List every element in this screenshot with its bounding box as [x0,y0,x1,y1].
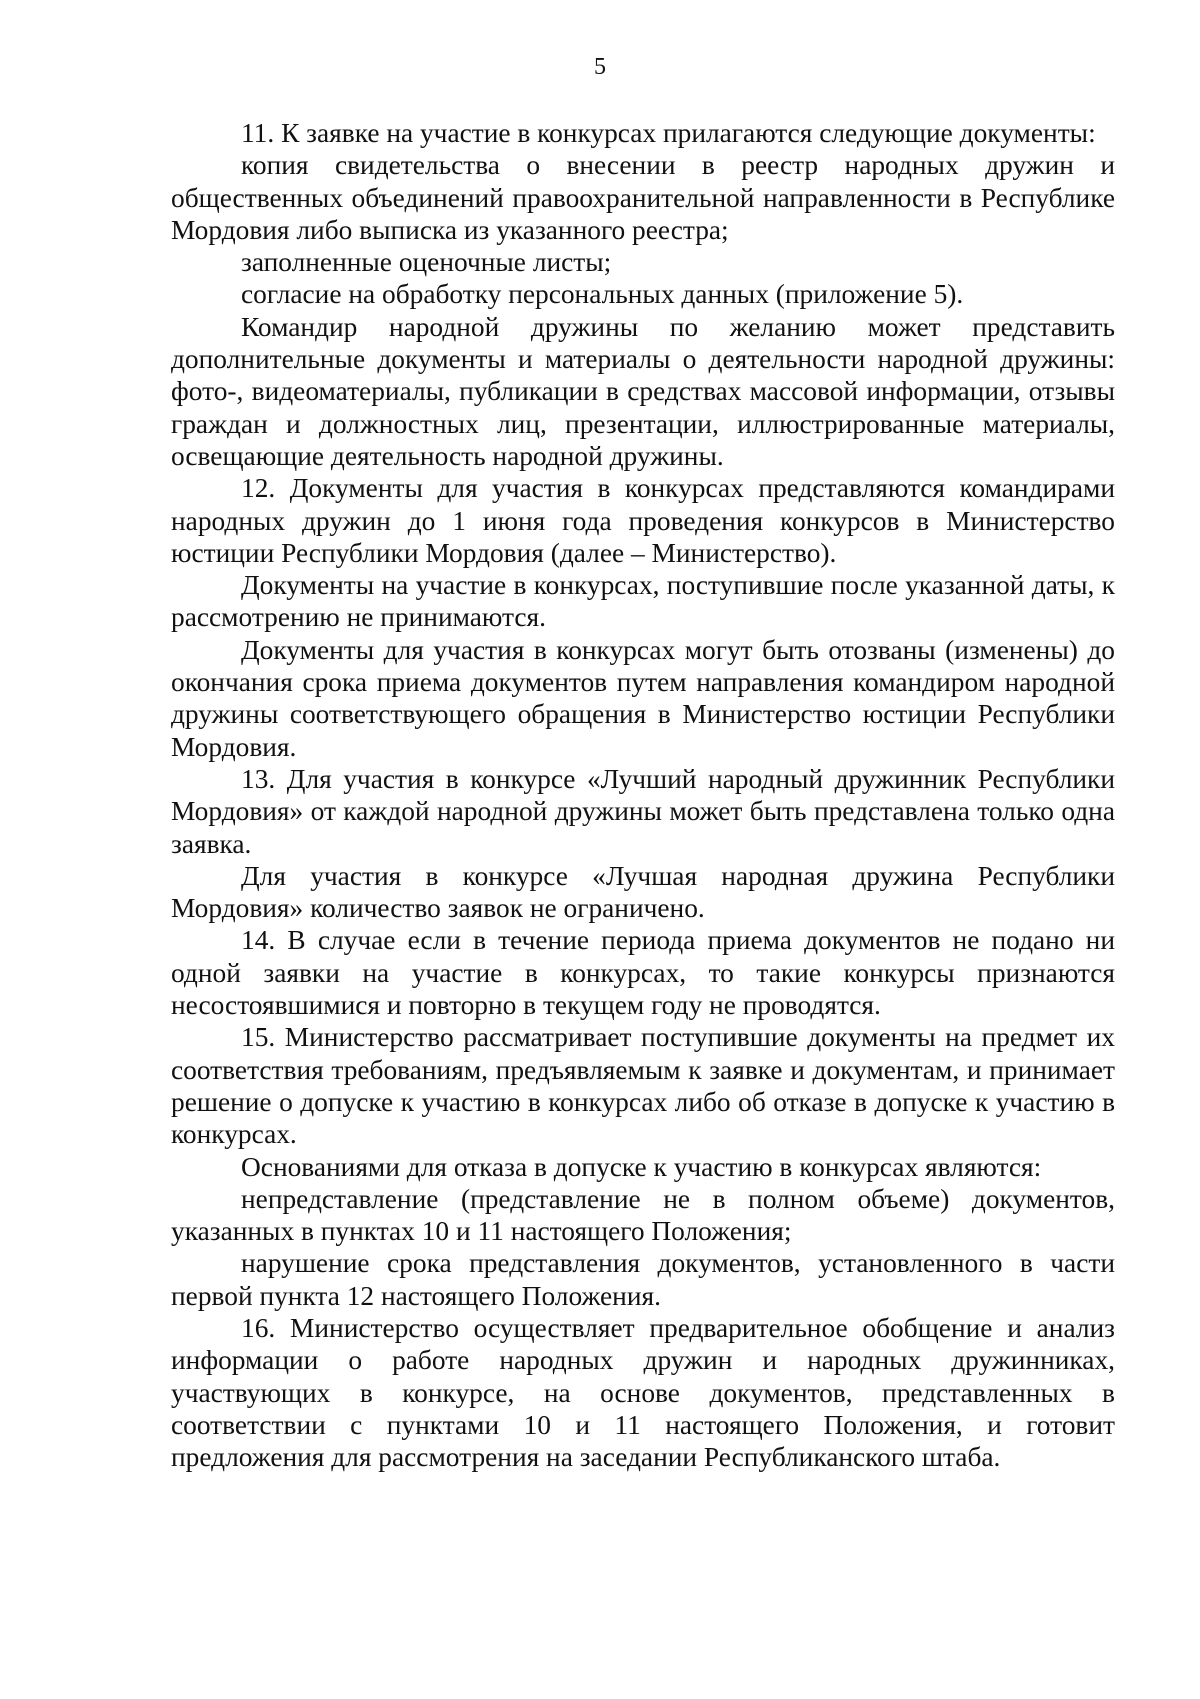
paragraph-11-intro: 11. К заявке на участие в конкурсах прилагаются следующие документы: [241,118,1096,148]
paragraph-incomplete-documents: непредставление (представление не в полном объеме) документов, указанных в пунктах 10 и 11 настоящего Положения; [171,1183,1115,1247]
paragraph-evaluation-sheets: заполненные оценочные листы; [241,247,612,278]
paragraph-additional-materials: Командир народной дружины по желанию может представить дополнительные документы и материалы о деятельности народной дружины: фото-, видеоматериалы, публикации в средствах массовой информации, отзывы граждан и должностных лиц, презентации, иллюстрированные материалы, освещающие деятельность народной дружины. [171,311,1115,471]
paragraph-14-no-applications: 14. В случае если в течение периода приема документов не подано ни одной заявки на участие в конкурсах, то такие конкурсы признаются несостоявшимися и повторно в текущем году не проводятся. [171,925,1115,1021]
paragraph-12-deadline: 12. Документы для участия в конкурсах представляются командирами народных дружин до 1 июня года проведения конкурсов в Министерство юстиции Республики Мордовия (далее – Министерство). [171,473,1115,568]
document-body [171,117,1115,1473]
paragraph-late-documents: Документы на участие в конкурсах, поступившие после указанной даты, к рассмотрению не принимаются. [171,570,1115,633]
paragraph-refusal-grounds: Основаниями для отказа в допуске к участию в конкурсах являются: [241,1151,1042,1182]
paragraph-document-withdrawal: Документы для участия в конкурсах могут быть отозваны (изменены) до окончания срока приема документов путем направления командиром народной дружины соответствующего обращения в Министерство юстиции Республики Мордовия. [171,634,1115,762]
paragraph-unlimited-applications: Для участия в конкурсе «Лучшая народная дружина Республики Мордовия» количество заявок не ограничено. [171,860,1115,924]
page-number: 5 [594,54,606,80]
paragraph-deadline-violation: нарушение срока представления документов, установленного в части первой пункта 12 настоящего Положения. [171,1248,1115,1311]
paragraph-13-single-application: 13. Для участия в конкурсе «Лучший народный дружинник Республики Мордовия» от каждой народной дружины может быть представлена только одна заявка. [171,763,1115,859]
paragraph-personal-data-consent: согласие на обработку персональных данных (приложение 5). [241,279,964,310]
paragraph-16-analysis: 16. Министерство осуществляет предварительное обобщение и анализ информации о работе народных дружин и народных дружинниках, участвующих в конкурсе, на основе документов, представленных в соответствии с пунктами 10 и 11 настоящего Положения, и готовит предложения для рассмотрения на заседании Республиканского штаба. [171,1312,1115,1473]
paragraph-registry-copy: копия свидетельства о внесении в реестр народных дружин и общественных объединений правоохранительной направленности в Республике Мордовия либо выписка из указанного реестра; [171,150,1115,245]
paragraph-15-review: 15. Министерство рассматривает поступившие документы на предмет их соответствия требованиям, предъявляемым к заявке и документам, и принимает решение о допуске к участию в конкурсах либо об отказе в допуске к участию в конкурсах. [171,1022,1115,1150]
